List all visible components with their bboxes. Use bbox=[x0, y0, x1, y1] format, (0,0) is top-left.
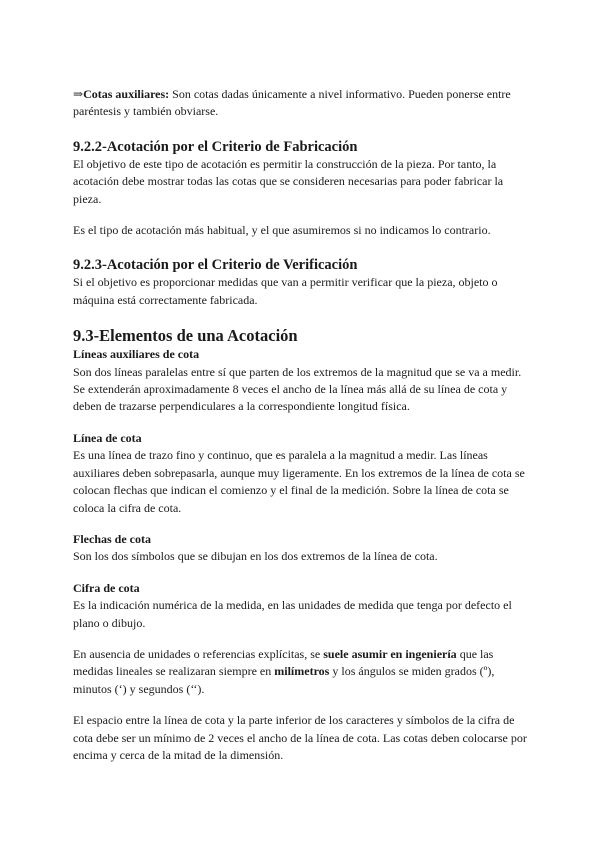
cifra-de-cota-paragraph-1: Es la indicación numérica de la medida, en las unidades de medida que tenga por defecto el plano o dibujo. bbox=[73, 598, 512, 630]
subheading-cifra-de-cota: Cifra de cota bbox=[73, 580, 140, 595]
text-span: y los ángulos se miden grados (º), minutos (‘) y segundos (‘‘). bbox=[73, 664, 495, 696]
section-9-2-2-paragraph-2: Es el tipo de acotación más habitual, y el que asumiremos si no indicamos lo contrario. bbox=[73, 223, 491, 238]
text-span: En ausencia de unidades o referencias explícitas, se bbox=[73, 646, 324, 661]
cifra-de-cota-paragraph-3: El espacio entre la línea de cota y la parte inferior de los caracteres y símbolos de la cifra de cota debe ser un mínimo de 2 veces el ancho de la línea de cota. Las cotas deben colocarse por encima y cerca de la mitad de la dimensión. bbox=[73, 713, 527, 762]
intro-paragraph bbox=[73, 86, 530, 121]
arrow-symbol: ⇒ bbox=[73, 87, 84, 101]
emphasis-ingenieria: suele asumir en ingeniería bbox=[323, 646, 457, 661]
subheading-flechas-de-cota: Flechas de cota bbox=[73, 531, 151, 546]
intro-text: Son cotas dadas únicamente a nivel informativo. Pueden ponerse entre paréntesis y también obviarse. bbox=[73, 87, 511, 119]
section-heading-9-3: 9.3-Elementos de una Acotación bbox=[73, 326, 298, 346]
section-heading-9-2-2: 9.2.2-Acotación por el Criterio de Fabricación bbox=[73, 138, 358, 155]
text-span: que las medidas lineales se realizaran siempre en bbox=[73, 646, 494, 679]
linea-de-cota-paragraph: Es una línea de trazo fino y continuo, que es paralela a la magnitud a medir. Las líneas auxiliares deben sobrepasarla, aunque muy ligeramente. En los extremos de la línea de cota se colocan flechas que indican el comienzo y el final de la medición. Sobre la línea de cota se coloca la cifra de cota. bbox=[73, 448, 525, 515]
section-9-2-3-paragraph-1: Si el objetivo es proporcionar medidas que van a permitir verificar que la pieza, objeto o máquina está correctamente fabricada. bbox=[73, 275, 498, 307]
section-9-2-2-paragraph-1: El objetivo de este tipo de acotación es permitir la construcción de la pieza. Por tanto, la acotación debe mostrar todas las cotas que se consideren necesarias para poder fabricar la pieza. bbox=[73, 156, 504, 206]
section-heading-9-2-3: 9.2.3-Acotación por el Criterio de Verificación bbox=[73, 257, 358, 274]
cifra-de-cota-paragraph-2 bbox=[73, 646, 530, 698]
emphasis-milimetros: milímetros bbox=[274, 664, 330, 679]
flechas-de-cota-paragraph: Son los dos símbolos que se dibujan en los dos extremos de la línea de cota. bbox=[73, 549, 438, 564]
subheading-linea-de-cota: Línea de cota bbox=[73, 430, 142, 445]
subheading-lineas-auxiliares: Líneas auxiliares de cota bbox=[73, 347, 200, 362]
intro-term: Cotas auxiliares: bbox=[83, 87, 170, 101]
lineas-auxiliares-paragraph: Son dos líneas paralelas entre sí que parten de los extremos de la magnitud que se va a medir. Se extenderán aproximadamente 8 veces el ancho de la línea más allá de su línea de cota y deben de trazarse perpendiculares a la correspondiente longitud física. bbox=[73, 364, 522, 414]
